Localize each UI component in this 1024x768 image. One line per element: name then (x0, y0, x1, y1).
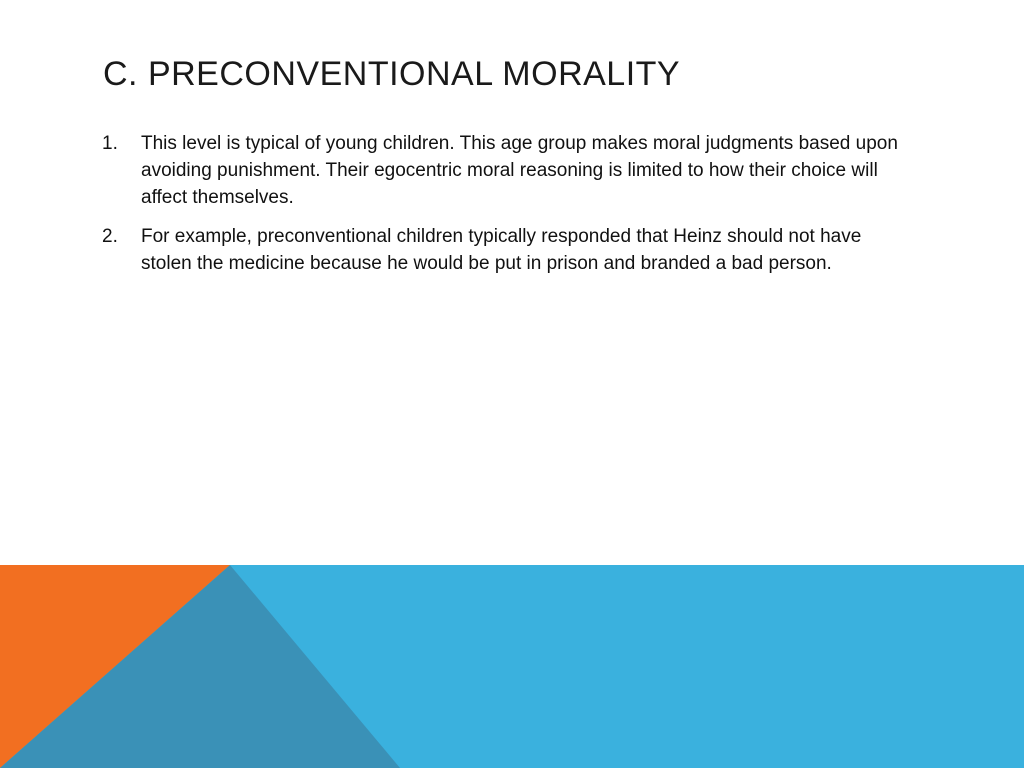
list-item-number: 2. (102, 226, 118, 247)
list-item-text: This level is typical of young children. This age group makes moral judgments based upon avoiding punishment. Their egocentric moral reasoning is limited to how their choice will affect themselves. (141, 133, 898, 208)
slide-title: C. PRECONVENTIONAL MORALITY (103, 55, 681, 93)
footer-decoration (0, 565, 1024, 768)
list-item-number: 1. (102, 133, 118, 154)
list-item (102, 223, 914, 277)
list-item-text: For example, preconventional children typically responded that Heinz should not have stolen the medicine because he would be put in prison and branded a bad person. (141, 226, 862, 274)
numbered-list (102, 130, 914, 289)
list-item (102, 130, 914, 211)
